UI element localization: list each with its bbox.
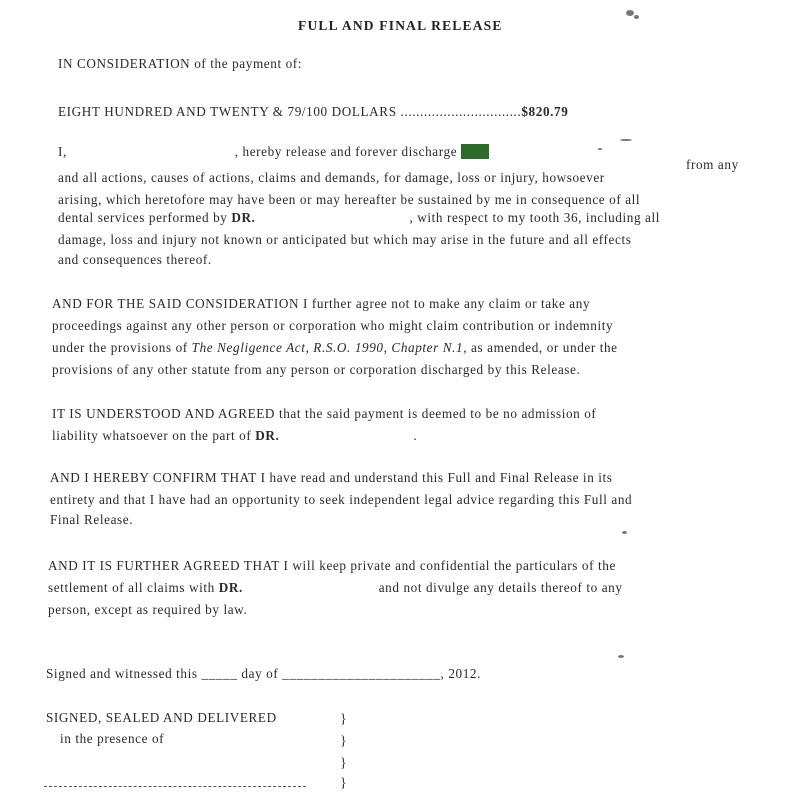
- p1-line-6: and consequences thereof.: [58, 252, 212, 267]
- p1-dr-label: DR.: [231, 210, 256, 225]
- scan-speck: [626, 10, 634, 16]
- scan-speck: [620, 139, 632, 141]
- brace-3: }: [340, 756, 347, 771]
- day-of-text: day of: [241, 666, 279, 681]
- p1-services-text: dental services performed by: [58, 210, 228, 225]
- brace-2: }: [340, 734, 347, 749]
- scan-speck: [634, 15, 639, 19]
- amount-figure: $820.79: [521, 104, 569, 119]
- p1-line-2: and all actions, causes of actions, claims and demands, for damage, loss or injury, howsoever: [58, 170, 605, 185]
- day-blank: _____: [201, 666, 238, 681]
- consideration-line: IN CONSIDERATION of the payment of:: [58, 56, 303, 71]
- p2-line-4: provisions of any other statute from any person or corporation discharged by this Release.: [52, 362, 581, 377]
- p1-dr-highlight: DR.: [463, 144, 488, 159]
- p1-line-4: [58, 210, 660, 226]
- p5-line-3: person, except as required by law.: [48, 602, 248, 617]
- p1-line-5: damage, loss and injury not known or anticipated but which may arise in the future and all effects: [58, 232, 632, 247]
- p2-provisions-text: under the provisions of: [52, 340, 188, 355]
- signed-sealed-delivered: SIGNED, SEALED AND DELIVERED: [46, 710, 277, 725]
- p1-tooth-text: , with respect to my tooth 36, including all: [409, 210, 661, 225]
- p5-dr-label: DR.: [218, 580, 243, 595]
- p3-liability-text: liability whatsoever on the part of: [52, 428, 252, 443]
- p1-from-any: from any: [686, 157, 739, 172]
- amount-words: EIGHT HUNDRED AND TWENTY & 79/100 DOLLARS: [58, 104, 397, 119]
- amount-leader-dots: ...............................: [400, 104, 522, 119]
- p1-discharge-text: , hereby release and forever discharge: [234, 144, 458, 159]
- scan-speck: [618, 655, 624, 658]
- p4-line-2: entirety and that I have had an opportunity to seek independent legal advice regarding this Full and: [50, 492, 633, 507]
- scan-speck: [598, 148, 602, 150]
- signed-text: Signed and witnessed this: [46, 666, 198, 681]
- in-presence-of: in the presence of: [60, 731, 165, 746]
- brace-1: }: [340, 712, 347, 727]
- month-blank: ______________________: [282, 666, 441, 681]
- p2-line-1: AND FOR THE SAID CONSIDERATION I further agree not to make any claim or take any: [52, 296, 591, 311]
- p3-dr-label: DR.: [255, 428, 280, 443]
- signed-witnessed-line: [46, 666, 481, 682]
- document-title: FULL AND FINAL RELEASE: [298, 18, 503, 33]
- scan-speck: [622, 531, 627, 534]
- p2-line-2: proceedings against any other person or corporation who might claim contribution or indemnity: [52, 318, 614, 333]
- p5-line-1: AND IT IS FURTHER AGREED THAT I will keep private and confidential the particulars of the: [48, 558, 616, 573]
- year-text: , 2012.: [440, 666, 481, 681]
- p1-releasor-prefix: I,: [58, 144, 67, 159]
- witness-signature-line: [44, 786, 306, 787]
- p3-line-2: [52, 428, 417, 444]
- p5-line-2: [48, 580, 623, 596]
- brace-4: }: [340, 776, 347, 791]
- p3-line-1: IT IS UNDERSTOOD AND AGREED that the said payment is deemed to be no admission of: [52, 406, 597, 421]
- amount-line: [58, 104, 568, 120]
- p2-statute-citation: The Negligence Act, R.S.O. 1990, Chapter N.1,: [191, 340, 468, 355]
- p1-line-3: arising, which heretofore may have been or may hereafter be sustained by me in consequence of all: [58, 192, 641, 207]
- p5-settlement-text: settlement of all claims with: [48, 580, 215, 595]
- p4-line-1: AND I HEREBY CONFIRM THAT I have read and understand this Full and Final Release in its: [50, 470, 613, 485]
- p2-amended-text: as amended, or under the: [471, 340, 618, 355]
- p1-line-1: [58, 144, 489, 160]
- p2-line-3: [52, 340, 618, 356]
- p3-period: .: [413, 428, 418, 443]
- p5-divulge-text: and not divulge any details thereof to any: [378, 580, 623, 595]
- p4-line-3: Final Release.: [50, 512, 134, 527]
